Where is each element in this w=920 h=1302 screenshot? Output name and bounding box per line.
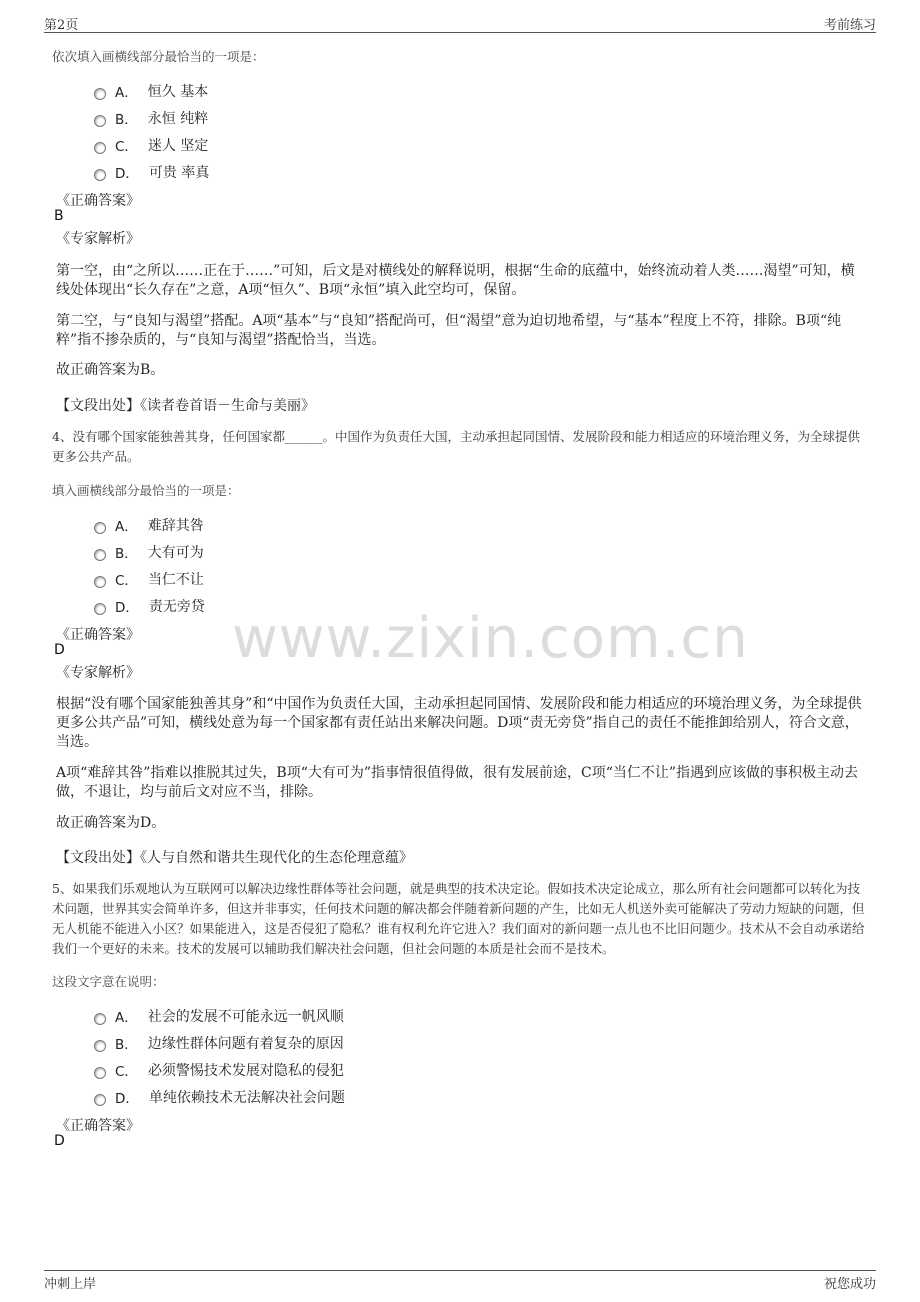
q3-option-c[interactable]	[94, 135, 208, 155]
option-text: 迷人 坚定	[147, 138, 209, 154]
radio-icon[interactable]	[94, 576, 106, 588]
option-text: 难辞其咎	[147, 518, 204, 534]
option-letter: A．	[115, 85, 138, 101]
q3-analysis-conclusion: 故正确答案为B。	[56, 362, 165, 378]
radio-icon[interactable]	[94, 1013, 106, 1025]
footer-left-text: 冲刺上岸	[44, 1277, 97, 1292]
q4-answer-label: 《正确答案》	[56, 627, 140, 643]
q4-source: 【文段出处】《人与自然和谐共生现代化的生态伦理意蕴》	[56, 850, 413, 866]
option-text: 恒久 基本	[147, 84, 209, 100]
q4-option-d[interactable]	[94, 596, 205, 616]
q4-analysis-conclusion: 故正确答案为D。	[56, 815, 166, 831]
page-number: 第2页	[44, 18, 79, 33]
watermark: www.zixin.com.cn	[232, 606, 749, 671]
q3-option-a[interactable]	[94, 81, 208, 101]
q4-stem: 4、没有哪个国家能独善其身，任何国家都______。中国作为负责任大国，主动承担起同国情、发展阶段和能力相适应的环境治理义务，为全球提供更多公共产品。	[52, 429, 860, 464]
radio-icon[interactable]	[94, 1067, 106, 1079]
q4-analysis-label: 《专家解析》	[56, 665, 140, 681]
radio-icon[interactable]	[94, 169, 106, 181]
option-letter: A．	[115, 519, 138, 535]
option-text: 大有可为	[147, 545, 204, 561]
q5-option-d[interactable]	[94, 1087, 345, 1107]
q4-prompt: 填入画横线部分最恰当的一项是：	[52, 483, 240, 498]
q5-prompt: 这段文字意在说明：	[52, 974, 165, 989]
q4-option-c[interactable]	[94, 569, 204, 589]
option-text: 边缘性群体问题有着复杂的原因	[147, 1036, 344, 1052]
header-title: 考前练习	[823, 18, 876, 33]
option-letter: D．	[115, 1091, 139, 1107]
page-footer	[44, 1270, 876, 1291]
option-text: 当仁不让	[147, 572, 204, 588]
radio-icon[interactable]	[94, 549, 106, 561]
radio-icon[interactable]	[94, 522, 106, 534]
radio-icon[interactable]	[94, 603, 106, 615]
option-text: 责无旁贷	[148, 599, 205, 615]
option-text: 必须警惕技术发展对隐私的侵犯	[147, 1063, 344, 1079]
option-letter: D．	[115, 166, 139, 182]
option-text: 可贵 率真	[148, 165, 210, 181]
q5-answer-label: 《正确答案》	[56, 1118, 140, 1134]
option-letter: C．	[115, 1064, 138, 1080]
q3-answer: B	[54, 208, 64, 224]
q4-analysis-paragraph-2: A项“难辞其咎”指难以推脱其过失，B项“大有可为”指事情很值得做，很有发展前途，C项“当仁不让”指遇到应该做的事积极主动去做，不退让，均与前后文对应不当，排除。	[56, 765, 859, 800]
radio-icon[interactable]	[94, 88, 106, 100]
radio-icon[interactable]	[94, 1040, 106, 1052]
q3-analysis-paragraph-2: 第二空，与“良知与渴望”搭配。A项“基本”与“良知”搭配尚可，但“渴望”意为迫切地希望，与“基本”程度上不符，排除。B项“纯粹”指不掺杂质的，与“良知与渴望”搭配恰当，当选。	[56, 313, 842, 348]
q3-analysis-paragraph-1: 第一空，由“之所以……正在于……”可知，后文是对横线处的解释说明，根据“生命的底蕴中，始终流动着人类……渴望”可知，横线处体现出“长久存在”之意，A项“恒久”、B项“永恒”填入此空均可，保留。	[56, 263, 855, 298]
q5-stem: 5、如果我们乐观地认为互联网可以解决边缘性群体等社会问题，就是典型的技术决定论。假如技术决定论成立，那么所有社会问题都可以转化为技术问题，世界其实会简单许多，但这并非事实，任何技术问题的解决都会伴随着新问题的产生，比如无人机送外卖可能解决了劳动力短缺的问题，但无人机能不能进入小区？如果能进入，这是否侵犯了隐私？谁有权利允许它进入？我们面对的新问题一点儿也不比旧问题少。技术从不会自动承诺给我们一个更好的未来。技术的发展可以辅助我们解决社会问题，但社会问题的本质是社会而不是技术。	[52, 881, 865, 956]
option-text: 单纯依赖技术无法解决社会问题	[148, 1090, 345, 1106]
q4-answer: D	[54, 642, 65, 658]
option-letter: B．	[115, 546, 138, 562]
radio-icon[interactable]	[94, 142, 106, 154]
page-header	[44, 14, 876, 33]
option-letter: B．	[115, 1037, 138, 1053]
option-letter: A．	[115, 1010, 138, 1026]
q4-option-a[interactable]	[94, 515, 204, 535]
q5-option-b[interactable]	[94, 1033, 344, 1053]
q3-analysis-label: 《专家解析》	[56, 231, 140, 247]
radio-icon[interactable]	[94, 115, 106, 127]
q3-prompt: 依次填入画横线部分最恰当的一项是：	[52, 49, 265, 64]
option-text: 社会的发展不可能永远一帆风顺	[147, 1009, 344, 1025]
option-letter: D．	[115, 600, 139, 616]
option-text: 永恒 纯粹	[147, 111, 209, 127]
radio-icon[interactable]	[94, 1094, 106, 1106]
q5-answer: D	[54, 1133, 65, 1149]
q3-option-d[interactable]	[94, 162, 209, 182]
q3-source: 【文段出处】《读者卷首语－生命与美丽》	[56, 398, 315, 414]
q3-option-b[interactable]	[94, 108, 208, 128]
q5-option-c[interactable]	[94, 1060, 344, 1080]
q4-option-b[interactable]	[94, 542, 204, 562]
q4-analysis-paragraph-1: 根据“没有哪个国家能独善其身”和“中国作为负责任大国，主动承担起同国情、发展阶段和能力相适应的环境治理义务，为全球提供更多公共产品”可知，横线处意为每一个国家都有责任站出来解决问题。D项“责无旁贷”指自己的责任不能推卸给别人，符合文意，当选。	[56, 696, 862, 750]
footer-right-text: 祝您成功	[823, 1277, 876, 1292]
q5-option-a[interactable]	[94, 1006, 344, 1026]
q3-answer-label: 《正确答案》	[56, 193, 140, 209]
option-letter: C．	[115, 139, 138, 155]
option-letter: C．	[115, 573, 138, 589]
option-letter: B．	[115, 112, 138, 128]
